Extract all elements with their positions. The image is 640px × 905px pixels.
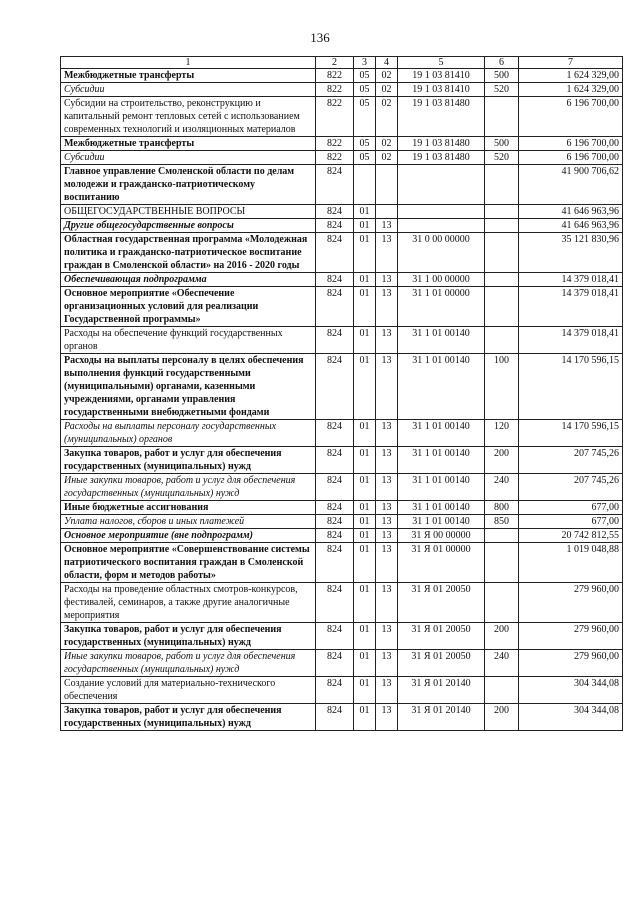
table-row <box>61 677 623 704</box>
target-article-cell: 31 Я 01 20050 <box>398 623 485 650</box>
target-article-cell: 31 0 00 00000 <box>398 233 485 273</box>
section-code-cell: 01 <box>354 543 376 583</box>
admin-code-cell: 822 <box>316 137 354 151</box>
table-row <box>61 83 623 97</box>
expense-kind-cell: 520 <box>485 83 519 97</box>
expense-kind-cell <box>485 327 519 354</box>
target-article-cell: 31 Я 01 00000 <box>398 543 485 583</box>
expense-kind-cell: 200 <box>485 704 519 731</box>
amount-cell: 35 121 830,96 <box>519 233 623 273</box>
subsection-code-cell: 13 <box>376 287 398 327</box>
amount-cell: 6 196 700,00 <box>519 97 623 137</box>
item-name-cell: Иные закупки товаров, работ и услуг для обеспечения государственных (муниципальных) нужд <box>61 650 316 677</box>
expense-kind-cell <box>485 543 519 583</box>
target-article-cell: 19 1 03 81410 <box>398 69 485 83</box>
expense-kind-cell: 500 <box>485 69 519 83</box>
item-name-cell: Расходы на обеспечение функций государственных органов <box>61 327 316 354</box>
admin-code-cell: 824 <box>316 165 354 205</box>
item-name-cell: Расходы на проведение областных смотров-конкурсов, фестивалей, семинаров, а также другие аналогичные мероприятия <box>61 583 316 623</box>
target-article-cell: 31 Я 01 20140 <box>398 704 485 731</box>
item-name-cell: Межбюджетные трансферты <box>61 137 316 151</box>
expense-kind-cell: 120 <box>485 420 519 447</box>
section-code-cell <box>354 165 376 205</box>
amount-cell: 6 196 700,00 <box>519 137 623 151</box>
target-article-cell: 19 1 03 81480 <box>398 137 485 151</box>
target-article-cell: 31 Я 01 20140 <box>398 677 485 704</box>
subsection-code-cell: 13 <box>376 543 398 583</box>
item-name-cell: Иные бюджетные ассигнования <box>61 501 316 515</box>
table-row <box>61 233 623 273</box>
section-code-cell: 01 <box>354 447 376 474</box>
section-code-cell: 01 <box>354 677 376 704</box>
subsection-code-cell: 13 <box>376 677 398 704</box>
section-code-cell: 01 <box>354 704 376 731</box>
item-name-cell: ОБЩЕГОСУДАРСТВЕННЫЕ ВОПРОСЫ <box>61 205 316 219</box>
target-article-cell: 19 1 03 81480 <box>398 151 485 165</box>
admin-code-cell: 824 <box>316 515 354 529</box>
item-name-cell: Уплата налогов, сборов и иных платежей <box>61 515 316 529</box>
section-code-cell: 05 <box>354 151 376 165</box>
admin-code-cell: 824 <box>316 205 354 219</box>
section-code-cell: 01 <box>354 529 376 543</box>
budget-table <box>60 56 623 731</box>
table-row <box>61 287 623 327</box>
section-code-cell: 01 <box>354 623 376 650</box>
table-row <box>61 165 623 205</box>
subsection-code-cell: 13 <box>376 273 398 287</box>
amount-cell: 20 742 812,55 <box>519 529 623 543</box>
amount-cell: 677,00 <box>519 515 623 529</box>
expense-kind-cell: 850 <box>485 515 519 529</box>
item-name-cell: Субсидии <box>61 151 316 165</box>
amount-cell: 41 646 963,96 <box>519 219 623 233</box>
item-name-cell: Субсидии на строительство, реконструкцию и капитальный ремонт тепловых сетей с использованием современных технологий и изоляционных материалов <box>61 97 316 137</box>
amount-cell: 14 170 596,15 <box>519 420 623 447</box>
admin-code-cell: 824 <box>316 583 354 623</box>
expense-kind-cell <box>485 233 519 273</box>
expense-kind-cell <box>485 97 519 137</box>
target-article-cell: 31 1 00 00000 <box>398 273 485 287</box>
subsection-code-cell: 13 <box>376 447 398 474</box>
section-code-cell: 01 <box>354 474 376 501</box>
expense-kind-cell <box>485 205 519 219</box>
subsection-code-cell: 02 <box>376 69 398 83</box>
section-code-cell: 01 <box>354 273 376 287</box>
item-name-cell: Закупка товаров, работ и услуг для обеспечения государственных (муниципальных) нужд <box>61 704 316 731</box>
expense-kind-cell: 800 <box>485 501 519 515</box>
table-row <box>61 529 623 543</box>
admin-code-cell: 824 <box>316 219 354 233</box>
subsection-code-cell: 13 <box>376 420 398 447</box>
admin-code-cell: 824 <box>316 529 354 543</box>
table-row <box>61 515 623 529</box>
amount-cell: 677,00 <box>519 501 623 515</box>
expense-kind-cell <box>485 529 519 543</box>
expense-kind-cell: 520 <box>485 151 519 165</box>
admin-code-cell: 824 <box>316 447 354 474</box>
target-article-cell: 19 1 03 81410 <box>398 83 485 97</box>
subsection-code-cell: 13 <box>376 501 398 515</box>
table-header-row <box>61 57 623 69</box>
admin-code-cell: 824 <box>316 501 354 515</box>
table-row <box>61 327 623 354</box>
header-cell: 1 <box>61 57 316 69</box>
target-article-cell: 31 1 01 00140 <box>398 354 485 420</box>
subsection-code-cell: 02 <box>376 97 398 137</box>
expense-kind-cell <box>485 273 519 287</box>
header-cell: 4 <box>376 57 398 69</box>
admin-code-cell: 824 <box>316 543 354 583</box>
section-code-cell: 01 <box>354 205 376 219</box>
subsection-code-cell: 13 <box>376 233 398 273</box>
amount-cell: 1 624 329,00 <box>519 83 623 97</box>
subsection-code-cell <box>376 205 398 219</box>
admin-code-cell: 824 <box>316 623 354 650</box>
section-code-cell: 05 <box>354 137 376 151</box>
amount-cell: 304 344,08 <box>519 677 623 704</box>
admin-code-cell: 822 <box>316 69 354 83</box>
section-code-cell: 01 <box>354 327 376 354</box>
expense-kind-cell <box>485 583 519 623</box>
admin-code-cell: 824 <box>316 354 354 420</box>
item-name-cell: Создание условий для материально-технического обеспечения <box>61 677 316 704</box>
target-article-cell: 31 1 01 00000 <box>398 287 485 327</box>
header-cell: 2 <box>316 57 354 69</box>
admin-code-cell: 824 <box>316 273 354 287</box>
amount-cell: 279 960,00 <box>519 650 623 677</box>
item-name-cell: Иные закупки товаров, работ и услуг для обеспечения государственных (муниципальных) нужд <box>61 474 316 501</box>
amount-cell: 207 745,26 <box>519 474 623 501</box>
admin-code-cell: 824 <box>316 474 354 501</box>
expense-kind-cell: 500 <box>485 137 519 151</box>
subsection-code-cell: 13 <box>376 515 398 529</box>
amount-cell: 1 624 329,00 <box>519 69 623 83</box>
amount-cell: 14 170 596,15 <box>519 354 623 420</box>
expense-kind-cell <box>485 219 519 233</box>
expense-kind-cell: 100 <box>485 354 519 420</box>
admin-code-cell: 824 <box>316 704 354 731</box>
amount-cell: 1 019 048,88 <box>519 543 623 583</box>
amount-cell: 207 745,26 <box>519 447 623 474</box>
table-row <box>61 420 623 447</box>
admin-code-cell: 824 <box>316 650 354 677</box>
item-name-cell: Областная государственная программа «Молодежная политика и гражданско-патриотическое воспитание граждан в Смоленской области» на 2016 - 2020 годы <box>61 233 316 273</box>
target-article-cell: 31 Я 01 20050 <box>398 583 485 623</box>
subsection-code-cell: 13 <box>376 474 398 501</box>
target-article-cell: 31 1 01 00140 <box>398 515 485 529</box>
subsection-code-cell: 13 <box>376 529 398 543</box>
table-row <box>61 273 623 287</box>
expense-kind-cell <box>485 677 519 704</box>
table-row <box>61 704 623 731</box>
target-article-cell: 31 1 01 00140 <box>398 420 485 447</box>
table-row <box>61 97 623 137</box>
table-row <box>61 137 623 151</box>
subsection-code-cell: 13 <box>376 327 398 354</box>
item-name-cell: Основное мероприятие (вне подпрограмм) <box>61 529 316 543</box>
item-name-cell: Обеспечивающая подпрограмма <box>61 273 316 287</box>
subsection-code-cell: 02 <box>376 151 398 165</box>
subsection-code-cell: 13 <box>376 583 398 623</box>
item-name-cell: Расходы на выплаты персоналу в целях обеспечения выполнения функций государственными (муниципальными) органами, казенными учреждениями, органами управления государственными внебюджетными фондами <box>61 354 316 420</box>
table-row <box>61 623 623 650</box>
expense-kind-cell: 200 <box>485 447 519 474</box>
target-article-cell <box>398 219 485 233</box>
subsection-code-cell: 13 <box>376 219 398 233</box>
table-row <box>61 69 623 83</box>
subsection-code-cell: 13 <box>376 650 398 677</box>
section-code-cell: 01 <box>354 233 376 273</box>
table-row <box>61 474 623 501</box>
expense-kind-cell: 240 <box>485 474 519 501</box>
table-row <box>61 501 623 515</box>
header-cell: 3 <box>354 57 376 69</box>
amount-cell: 6 196 700,00 <box>519 151 623 165</box>
admin-code-cell: 824 <box>316 420 354 447</box>
item-name-cell: Закупка товаров, работ и услуг для обеспечения государственных (муниципальных) нужд <box>61 447 316 474</box>
item-name-cell: Закупка товаров, работ и услуг для обеспечения государственных (муниципальных) нужд <box>61 623 316 650</box>
amount-cell: 279 960,00 <box>519 583 623 623</box>
target-article-cell: 31 Я 01 20050 <box>398 650 485 677</box>
admin-code-cell: 824 <box>316 287 354 327</box>
header-cell: 7 <box>519 57 623 69</box>
subsection-code-cell: 13 <box>376 704 398 731</box>
admin-code-cell: 822 <box>316 151 354 165</box>
table-row <box>61 151 623 165</box>
item-name-cell: Основное мероприятие «Совершенствование системы патриотического воспитания граждан в Смоленской области, форм и методов работы» <box>61 543 316 583</box>
amount-cell: 14 379 018,41 <box>519 287 623 327</box>
target-article-cell <box>398 165 485 205</box>
amount-cell: 14 379 018,41 <box>519 327 623 354</box>
expense-kind-cell <box>485 165 519 205</box>
subsection-code-cell: 13 <box>376 623 398 650</box>
header-cell: 6 <box>485 57 519 69</box>
item-name-cell: Субсидии <box>61 83 316 97</box>
item-name-cell: Основное мероприятие «Обеспечение организационных условий для реализации Государственной программы» <box>61 287 316 327</box>
section-code-cell: 01 <box>354 287 376 327</box>
section-code-cell: 01 <box>354 583 376 623</box>
expense-kind-cell: 240 <box>485 650 519 677</box>
target-article-cell: 19 1 03 81480 <box>398 97 485 137</box>
admin-code-cell: 824 <box>316 327 354 354</box>
budget-table-body <box>61 57 623 731</box>
item-name-cell: Главное управление Смоленской области по делам молодежи и гражданско-патриотическому воспитанию <box>61 165 316 205</box>
table-row <box>61 650 623 677</box>
target-article-cell: 31 1 01 00140 <box>398 501 485 515</box>
subsection-code-cell: 02 <box>376 137 398 151</box>
section-code-cell: 01 <box>354 420 376 447</box>
admin-code-cell: 822 <box>316 83 354 97</box>
table-row <box>61 219 623 233</box>
section-code-cell: 01 <box>354 354 376 420</box>
admin-code-cell: 822 <box>316 97 354 137</box>
item-name-cell: Межбюджетные трансферты <box>61 69 316 83</box>
amount-cell: 14 379 018,41 <box>519 273 623 287</box>
section-code-cell: 05 <box>354 97 376 137</box>
table-row <box>61 447 623 474</box>
header-cell: 5 <box>398 57 485 69</box>
section-code-cell: 01 <box>354 219 376 233</box>
page-number: 136 <box>310 30 330 45</box>
admin-code-cell: 824 <box>316 233 354 273</box>
amount-cell: 304 344,08 <box>519 704 623 731</box>
amount-cell: 41 646 963,96 <box>519 205 623 219</box>
target-article-cell: 31 Я 00 00000 <box>398 529 485 543</box>
target-article-cell <box>398 205 485 219</box>
section-code-cell: 01 <box>354 501 376 515</box>
expense-kind-cell: 200 <box>485 623 519 650</box>
admin-code-cell: 824 <box>316 677 354 704</box>
table-row <box>61 543 623 583</box>
table-row <box>61 354 623 420</box>
section-code-cell: 01 <box>354 515 376 529</box>
section-code-cell: 05 <box>354 83 376 97</box>
subsection-code-cell <box>376 165 398 205</box>
section-code-cell: 01 <box>354 650 376 677</box>
section-code-cell: 05 <box>354 69 376 83</box>
target-article-cell: 31 1 01 00140 <box>398 447 485 474</box>
expense-kind-cell <box>485 287 519 327</box>
target-article-cell: 31 1 01 00140 <box>398 474 485 501</box>
table-row <box>61 205 623 219</box>
subsection-code-cell: 02 <box>376 83 398 97</box>
target-article-cell: 31 1 01 00140 <box>398 327 485 354</box>
amount-cell: 279 960,00 <box>519 623 623 650</box>
table-row <box>61 583 623 623</box>
item-name-cell: Расходы на выплаты персоналу государственных (муниципальных) органов <box>61 420 316 447</box>
amount-cell: 41 900 706,62 <box>519 165 623 205</box>
subsection-code-cell: 13 <box>376 354 398 420</box>
item-name-cell: Другие общегосударственные вопросы <box>61 219 316 233</box>
